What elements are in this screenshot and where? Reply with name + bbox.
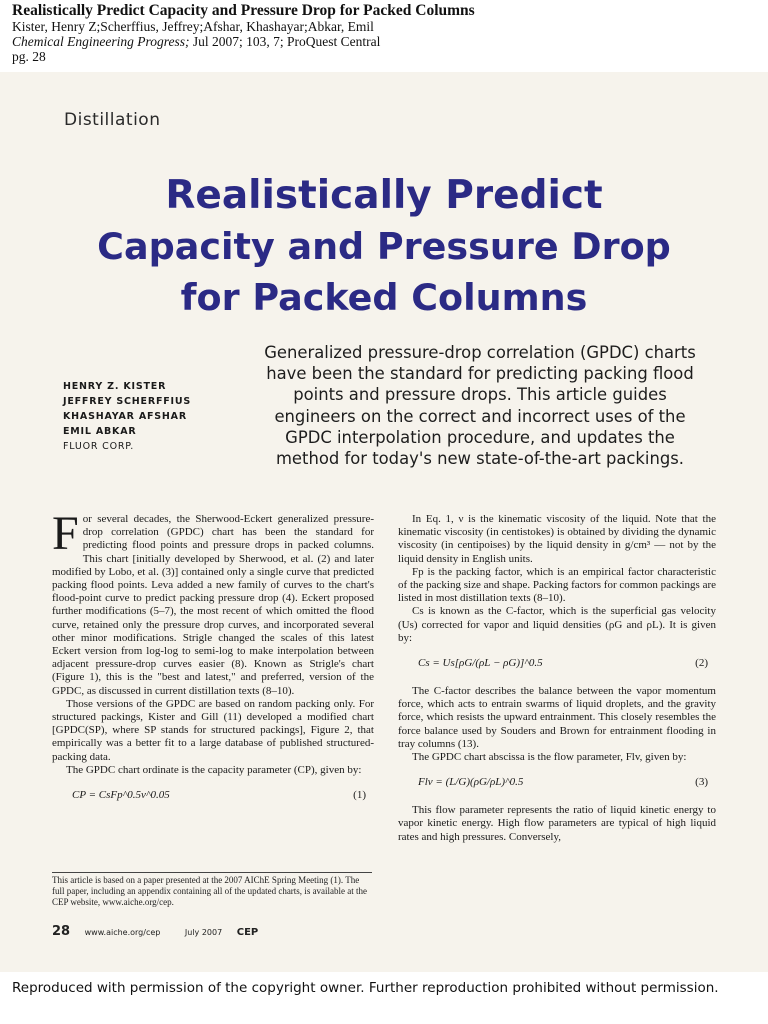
paragraph: Cs is known as the C-factor, which is the superficial gas velocity (Us) corrected for vapor and liquid densities (ρG and ρL). It is given by: [398, 605, 716, 644]
paragraph: The GPDC chart ordinate is the capacity parameter (CP), given by: [66, 763, 362, 776]
author-name: JEFFREY SCHERFFIUS [63, 396, 192, 407]
citation-page: pg. 28 [12, 49, 46, 64]
paragraph: Fp is the packing factor, which is an empirical factor characteristic of the packing size and shape. Packing factors for common packings are listed in most distillation texts (8–10). [398, 565, 716, 605]
paragraph-text: or several decades, the Sherwood-Eckert generalized pressure-drop correlation (GPDC) chart has been the standard for predicting flood points and pressure drops in packed columns. This chart [initially developed by Sherwood, et al. (2) and later modified by Lobo, et al. (3)] contained only a single curve that predicted packing flood points. Leva added a new family of curves to the chart's flood-point curve to predict packing pressure drop (4). Eckert proposed further modifications (5–7), the most recent of which omitted the flood curve, retained only the pressure drop curves, and incorporated several other minor modifications. Strigle changed the scales of this latest Eckert version from log-log to semi-log to make interpolation between adjacent pressure-drop curves easier (8). Known as Strigle's chart (Figure 1), this is the "best and latest," and preferred, version of the GPDC, as discussed in current distillation texts (8–10). [52, 513, 374, 697]
drop-cap: F [52, 507, 79, 560]
citation-journal: Chemical Engineering Progress; [12, 34, 190, 49]
paragraph: The C-factor describes the balance between the vapor momentum force, which acts to entrain swarms of liquid droplets, and the gravity force, which resists the upward entrainment. This closely resembles the force balance used by Souders and Brown for entrainment flooding in tray columns (13). [398, 685, 716, 750]
footer-url: www.aiche.org/cep [84, 928, 161, 937]
page-number: 28 [52, 924, 71, 939]
title-line-2: Capacity and Pressure Drop [97, 225, 671, 268]
scanned-page [0, 72, 768, 972]
paragraph: The GPDC chart abscissa is the flow parameter, Flv, given by: [412, 751, 687, 764]
page-footer [52, 924, 258, 939]
section-label: Distillation [64, 110, 161, 130]
paragraph: In Eq. 1, ν is the kinematic viscosity of the liquid. Note that the kinematic viscosity (in centistokes) is obtained by dividing the dynamic viscosity (in centipoises) by the liquid density in g/cm³ — not by the liquid density in English units. [398, 513, 716, 565]
title-line-1: Realistically Predict [165, 173, 603, 218]
body-column-left [52, 507, 374, 817]
equation-2 [398, 653, 716, 679]
author-name: HENRY Z. KISTER [63, 381, 167, 392]
article-title [0, 170, 768, 324]
citation-issue: Jul 2007; 103, 7; ProQuest Central [189, 34, 381, 49]
title-line-3: for Packed Columns [180, 276, 588, 319]
author-name: EMIL ABKAR [63, 426, 137, 437]
equation-expression: CP = CsFp^0.5ν^0.05 [72, 789, 170, 802]
equation-number: (3) [695, 776, 708, 789]
equation-1 [52, 785, 374, 811]
equation-expression: Cs = Us[ρG/(ρL − ρG)]^0.5 [418, 657, 543, 670]
paragraph: Those versions of the GPDC are based on random packing only. For structured packings, Kister and Gill (11) developed a modified chart [GPDC(SP), where SP stands for structured packings], Figure 2, that empirically was a better fit to a large database of published structured-packing data. [52, 697, 374, 763]
body-column-right [398, 513, 716, 844]
equation-number: (1) [353, 789, 366, 802]
paragraph: This flow parameter represents the ratio of liquid kinetic energy to vapor kinetic energy. High flow parameters are typical of high liquid rates and high pressures. Conversely, [398, 804, 716, 843]
footer-date: July 2007 [184, 928, 223, 937]
author-block [63, 379, 191, 454]
equation-number: (2) [695, 657, 708, 670]
reproduction-notice: Reproduced with permission of the copyright owner. Further reproduction prohibited without permission. [12, 980, 719, 996]
citation-authors: Kister, Henry Z;Scherffius, Jeffrey;Afshar, Khashayar;Abkar, Emil [12, 19, 374, 34]
footnote: This article is based on a paper presented at the 2007 AIChE Spring Meeting (1). The full paper, including an appendix containing all of the updated charts, is available at the CEP website, www.aiche.org/cep. [52, 875, 368, 907]
citation-header [12, 2, 752, 64]
paragraph [52, 507, 374, 698]
author-name: KHASHAYAR AFSHAR [63, 411, 187, 422]
footnote-divider [52, 872, 372, 873]
citation-source [12, 34, 752, 49]
equation-expression: Flv = (L/G)(ρG/ρL)^0.5 [418, 776, 524, 789]
author-affiliation: FLUOR CORP. [63, 441, 135, 452]
magazine-name: CEP [236, 927, 259, 938]
equation-3 [398, 772, 716, 798]
article-deck: Generalized pressure-drop correlation (GPDC) charts have been the standard for predicting packing flood points and pressure drops. This article guides engineers on the correct and incorrect uses of the GPDC interpolation procedure, and updates the method for today's new state-of-the-art packings. [264, 343, 696, 469]
citation-title: Realistically Predict Capacity and Pressure Drop for Packed Columns [12, 2, 475, 19]
